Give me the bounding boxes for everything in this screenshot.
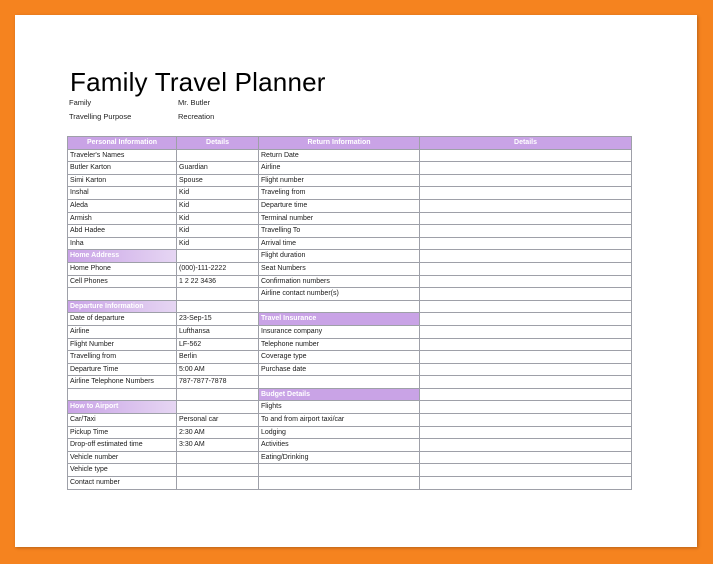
row-value: Kid <box>177 238 259 251</box>
table-row <box>68 364 632 377</box>
table-row <box>68 263 632 276</box>
row-value <box>420 250 632 263</box>
row-value: Guardian <box>177 162 259 175</box>
row-label: Traveler's Names <box>68 150 177 163</box>
row-label: Pickup Time <box>68 427 177 440</box>
row-label <box>259 464 420 477</box>
row-value <box>177 464 259 477</box>
table-header-row <box>68 137 632 150</box>
row-value <box>420 200 632 213</box>
row-label <box>259 301 420 314</box>
row-value <box>420 238 632 251</box>
row-value: 787-7877-7878 <box>177 376 259 389</box>
row-value <box>177 150 259 163</box>
page-title: Family Travel Planner <box>70 67 326 97</box>
row-label: Flight Number <box>68 339 177 352</box>
table-row <box>68 238 632 251</box>
table-row <box>68 326 632 339</box>
section-heading: How to Airport <box>68 401 177 414</box>
row-value: Kid <box>177 225 259 238</box>
row-label: Lodging <box>259 427 420 440</box>
row-label: Flight duration <box>259 250 420 263</box>
row-value: 3:30 AM <box>177 439 259 452</box>
document-page <box>15 15 697 547</box>
table-row <box>68 439 632 452</box>
row-value <box>177 452 259 465</box>
row-label: Airline Telephone Numbers <box>68 376 177 389</box>
row-label: Airline <box>68 326 177 339</box>
row-label: Purchase date <box>259 364 420 377</box>
table-row <box>68 464 632 477</box>
table-row <box>68 187 632 200</box>
table-row <box>68 414 632 427</box>
family-value: Mr. Butler <box>178 98 211 107</box>
table-row <box>68 225 632 238</box>
row-label: Confirmation numbers <box>259 276 420 289</box>
row-label <box>68 389 177 402</box>
row-value: Lufthansa <box>177 326 259 339</box>
table-row <box>68 162 632 175</box>
row-value: 1 2 22 3436 <box>177 276 259 289</box>
row-value <box>420 452 632 465</box>
row-label: Arrival time <box>259 238 420 251</box>
row-label: Inshal <box>68 187 177 200</box>
row-value <box>420 313 632 326</box>
row-value <box>420 339 632 352</box>
table-row <box>68 150 632 163</box>
row-label: Telephone number <box>259 339 420 352</box>
row-value <box>177 477 259 490</box>
table-row <box>68 301 632 314</box>
purpose-value: Recreation <box>178 112 215 121</box>
row-value: 23-Sep-15 <box>177 313 259 326</box>
row-label: Return Date <box>259 150 420 163</box>
row-value <box>420 376 632 389</box>
row-label: Butler Karton <box>68 162 177 175</box>
row-value <box>420 351 632 364</box>
row-value <box>420 326 632 339</box>
row-label: Traveling from <box>259 187 420 200</box>
table-row <box>68 477 632 490</box>
row-value: Kid <box>177 213 259 226</box>
row-value <box>177 250 259 263</box>
table-row <box>68 389 632 402</box>
row-label: Flights <box>259 401 420 414</box>
row-label: Car/Taxi <box>68 414 177 427</box>
row-label: Home Phone <box>68 263 177 276</box>
row-label: Flight number <box>259 175 420 188</box>
purpose-label: Travelling Purpose <box>69 112 132 121</box>
row-value <box>420 288 632 301</box>
row-label: Inha <box>68 238 177 251</box>
row-label: Travelling To <box>259 225 420 238</box>
row-label: Contact number <box>68 477 177 490</box>
section-heading: Budget Details <box>259 389 420 402</box>
row-value: Personal car <box>177 414 259 427</box>
row-value <box>177 389 259 402</box>
row-value <box>177 301 259 314</box>
table-row <box>68 276 632 289</box>
row-label <box>259 477 420 490</box>
row-label: Vehicle type <box>68 464 177 477</box>
table-row <box>68 313 632 326</box>
table-row <box>68 200 632 213</box>
row-value <box>420 464 632 477</box>
table-row <box>68 427 632 440</box>
row-value <box>420 175 632 188</box>
row-value: Berlin <box>177 351 259 364</box>
table-row <box>68 250 632 263</box>
row-label: To and from airport taxi/car <box>259 414 420 427</box>
row-value: 2:30 AM <box>177 427 259 440</box>
row-value: Kid <box>177 200 259 213</box>
row-label <box>259 376 420 389</box>
table-row <box>68 175 632 188</box>
row-label: Seat Numbers <box>259 263 420 276</box>
row-label: Airline <box>259 162 420 175</box>
planner-table <box>67 136 632 490</box>
header-return-information: Return Information <box>259 137 420 150</box>
row-value <box>177 288 259 301</box>
row-label: Simi Karton <box>68 175 177 188</box>
row-value: Kid <box>177 187 259 200</box>
row-value <box>420 150 632 163</box>
row-value <box>420 389 632 402</box>
section-heading: Departure Information <box>68 301 177 314</box>
table-row <box>68 452 632 465</box>
row-value <box>420 439 632 452</box>
row-label: Drop-off estimated time <box>68 439 177 452</box>
row-label: Insurance company <box>259 326 420 339</box>
row-value <box>420 414 632 427</box>
row-label <box>68 288 177 301</box>
row-value <box>177 401 259 414</box>
section-heading: Travel Insurance <box>259 313 420 326</box>
row-label: Travelling from <box>68 351 177 364</box>
row-value: Spouse <box>177 175 259 188</box>
row-value: LF-562 <box>177 339 259 352</box>
row-value: 5:00 AM <box>177 364 259 377</box>
family-label: Family <box>69 98 92 107</box>
row-value <box>420 401 632 414</box>
row-label: Cell Phones <box>68 276 177 289</box>
table-row <box>68 376 632 389</box>
section-heading: Home Address <box>68 250 177 263</box>
table-row <box>68 213 632 226</box>
row-value <box>420 301 632 314</box>
header-details-right: Details <box>420 137 632 150</box>
row-value: (000)-111-2222 <box>177 263 259 276</box>
row-label: Departure Time <box>68 364 177 377</box>
row-value <box>420 477 632 490</box>
row-label: Aleda <box>68 200 177 213</box>
table-row <box>68 401 632 414</box>
row-label: Date of departure <box>68 313 177 326</box>
table-row <box>68 288 632 301</box>
row-label: Airline contact number(s) <box>259 288 420 301</box>
row-label: Armish <box>68 213 177 226</box>
row-value <box>420 364 632 377</box>
header-personal-information: Personal Information <box>68 137 177 150</box>
row-label: Vehicle number <box>68 452 177 465</box>
row-value <box>420 276 632 289</box>
row-value <box>420 225 632 238</box>
row-label: Departure time <box>259 200 420 213</box>
row-value <box>420 162 632 175</box>
header-details-left: Details <box>177 137 259 150</box>
row-value <box>420 263 632 276</box>
row-value <box>420 187 632 200</box>
row-label: Abd Hadee <box>68 225 177 238</box>
table-row <box>68 351 632 364</box>
row-label: Terminal number <box>259 213 420 226</box>
row-label: Activities <box>259 439 420 452</box>
row-label: Coverage type <box>259 351 420 364</box>
row-label: Eating/Drinking <box>259 452 420 465</box>
table-row <box>68 339 632 352</box>
row-value <box>420 213 632 226</box>
row-value <box>420 427 632 440</box>
